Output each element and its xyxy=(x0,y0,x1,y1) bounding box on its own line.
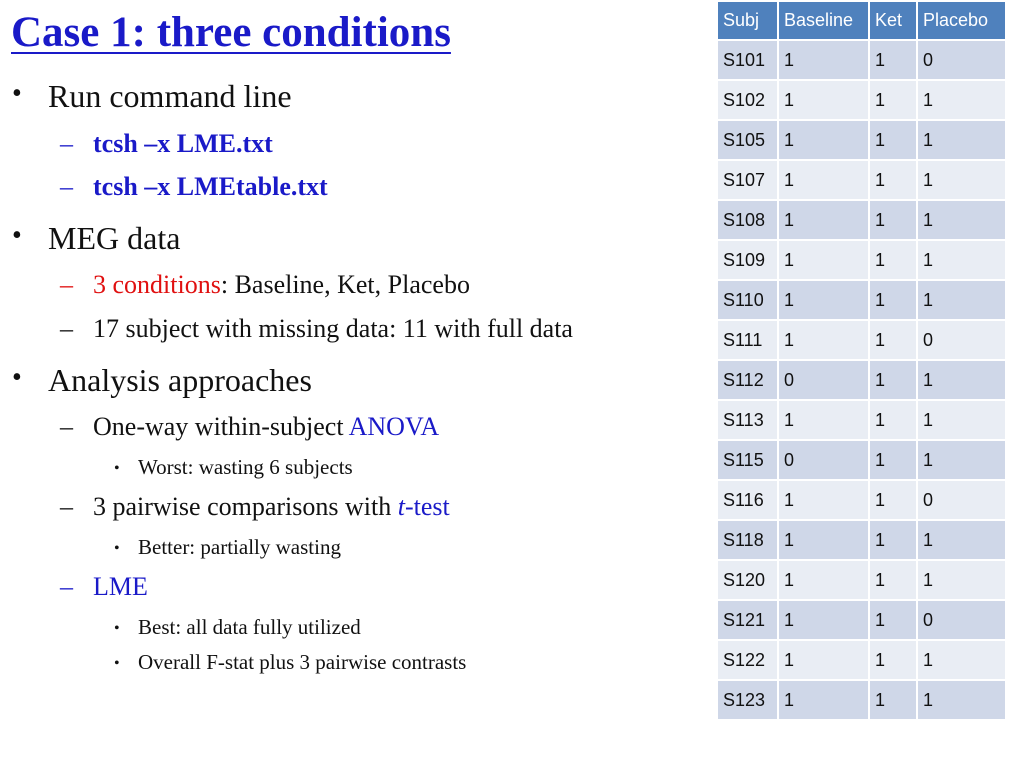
cell-baseline: 1 xyxy=(778,400,869,440)
table-row xyxy=(717,680,1006,720)
bullet-icon: • xyxy=(12,78,22,109)
cell-ket: 1 xyxy=(869,520,917,560)
cell-subj: S118 xyxy=(717,520,778,560)
ttest-text xyxy=(93,492,450,522)
header-baseline: Baseline xyxy=(778,1,869,40)
subjects-text: 17 subject with missing data: 11 with full data xyxy=(93,314,573,343)
cell-baseline: 1 xyxy=(778,320,869,360)
dash-icon: – xyxy=(60,129,73,158)
bullet-icon: • xyxy=(114,655,120,672)
ttest-prefix: 3 pairwise comparisons with xyxy=(93,492,398,521)
cell-subj: S123 xyxy=(717,680,778,720)
conditions-list: : Baseline, Ket, Placebo xyxy=(220,270,470,299)
cell-placebo: 1 xyxy=(917,200,1006,240)
cell-placebo: 1 xyxy=(917,440,1006,480)
dash-icon: – xyxy=(60,172,73,201)
cell-subj: S108 xyxy=(717,200,778,240)
cell-placebo: 0 xyxy=(917,40,1006,80)
cell-placebo: 1 xyxy=(917,520,1006,560)
dash-icon: – xyxy=(60,314,73,343)
dash-icon: – xyxy=(60,412,73,441)
conditions-highlight: 3 conditions xyxy=(93,270,221,299)
note-text: Better: partially wasting xyxy=(138,535,341,559)
cell-placebo: 1 xyxy=(917,240,1006,280)
bullet-icon: • xyxy=(114,540,120,557)
cell-ket: 1 xyxy=(869,440,917,480)
cell-placebo: 1 xyxy=(917,120,1006,160)
cell-baseline: 1 xyxy=(778,480,869,520)
table-row xyxy=(717,80,1006,120)
cell-baseline: 1 xyxy=(778,520,869,560)
table-header-row xyxy=(717,1,1006,40)
cell-subj: S112 xyxy=(717,360,778,400)
cell-baseline: 1 xyxy=(778,680,869,720)
cell-baseline: 1 xyxy=(778,280,869,320)
table-row xyxy=(717,520,1006,560)
subject-conditions-table xyxy=(716,0,1007,721)
table-row xyxy=(717,240,1006,280)
cell-placebo: 1 xyxy=(917,400,1006,440)
table-row xyxy=(717,320,1006,360)
table-row xyxy=(717,400,1006,440)
anova-highlight: ANOVA xyxy=(348,412,440,441)
cell-placebo: 0 xyxy=(917,320,1006,360)
cell-baseline: 1 xyxy=(778,600,869,640)
cell-placebo: 1 xyxy=(917,360,1006,400)
note-text: Worst: wasting 6 subjects xyxy=(138,455,353,479)
cell-ket: 1 xyxy=(869,40,917,80)
cell-baseline: 1 xyxy=(778,640,869,680)
cell-ket: 1 xyxy=(869,400,917,440)
cell-ket: 1 xyxy=(869,640,917,680)
cell-placebo: 1 xyxy=(917,560,1006,600)
bullet-icon: • xyxy=(114,460,120,477)
bullet-label: MEG data xyxy=(48,220,181,256)
cell-placebo: 1 xyxy=(917,80,1006,120)
cell-subj: S102 xyxy=(717,80,778,120)
anova-text xyxy=(93,412,439,442)
header-subj: Subj xyxy=(717,1,778,40)
cell-ket: 1 xyxy=(869,480,917,520)
ttest-suffix: -test xyxy=(404,492,450,521)
cell-subj: S121 xyxy=(717,600,778,640)
cell-ket: 1 xyxy=(869,680,917,720)
cell-baseline: 0 xyxy=(778,440,869,480)
command-text: tcsh –x LME.txt xyxy=(93,129,273,158)
cell-ket: 1 xyxy=(869,560,917,600)
ttest-italic: t xyxy=(397,492,405,521)
cell-placebo: 0 xyxy=(917,480,1006,520)
note-text: Best: all data fully utilized xyxy=(138,615,361,639)
cell-subj: S109 xyxy=(717,240,778,280)
table-row xyxy=(717,200,1006,240)
table-row xyxy=(717,480,1006,520)
header-ket: Ket xyxy=(869,1,917,40)
cell-subj: S120 xyxy=(717,560,778,600)
dash-icon: – xyxy=(60,270,73,299)
anova-prefix: One-way within-subject xyxy=(93,412,349,441)
cell-placebo: 1 xyxy=(917,640,1006,680)
bullet-label: Analysis approaches xyxy=(48,362,312,398)
cell-subj: S105 xyxy=(717,120,778,160)
cell-placebo: 1 xyxy=(917,680,1006,720)
table-row xyxy=(717,640,1006,680)
cell-ket: 1 xyxy=(869,120,917,160)
cell-placebo: 0 xyxy=(917,600,1006,640)
cell-ket: 1 xyxy=(869,320,917,360)
table-row xyxy=(717,120,1006,160)
cell-ket: 1 xyxy=(869,600,917,640)
slide-title: Case 1: three conditions xyxy=(11,9,451,56)
cell-subj: S110 xyxy=(717,280,778,320)
cell-ket: 1 xyxy=(869,240,917,280)
table-row xyxy=(717,160,1006,200)
cell-subj: S116 xyxy=(717,480,778,520)
cell-baseline: 1 xyxy=(778,120,869,160)
conditions-text xyxy=(93,270,470,300)
table-row xyxy=(717,360,1006,400)
cell-subj: S113 xyxy=(717,400,778,440)
header-placebo: Placebo xyxy=(917,1,1006,40)
cell-ket: 1 xyxy=(869,280,917,320)
cell-ket: 1 xyxy=(869,80,917,120)
cell-subj: S107 xyxy=(717,160,778,200)
cell-subj: S122 xyxy=(717,640,778,680)
lme-text: LME xyxy=(93,572,148,601)
dash-icon: – xyxy=(60,572,73,601)
cell-subj: S115 xyxy=(717,440,778,480)
table-body xyxy=(717,40,1006,720)
bullet-icon: • xyxy=(12,362,22,393)
cell-baseline: 0 xyxy=(778,360,869,400)
table-row xyxy=(717,440,1006,480)
table-row xyxy=(717,40,1006,80)
cell-baseline: 1 xyxy=(778,80,869,120)
table-row xyxy=(717,280,1006,320)
cell-placebo: 1 xyxy=(917,280,1006,320)
cell-ket: 1 xyxy=(869,160,917,200)
cell-subj: S101 xyxy=(717,40,778,80)
dash-icon: – xyxy=(60,492,73,521)
bullet-icon: • xyxy=(12,220,22,251)
cell-placebo: 1 xyxy=(917,160,1006,200)
bullet-label: Run command line xyxy=(48,78,292,114)
cell-baseline: 1 xyxy=(778,40,869,80)
table-row xyxy=(717,600,1006,640)
note-text: Overall F-stat plus 3 pairwise contrasts xyxy=(138,650,467,674)
cell-baseline: 1 xyxy=(778,160,869,200)
cell-baseline: 1 xyxy=(778,240,869,280)
cell-baseline: 1 xyxy=(778,560,869,600)
command-text: tcsh –x LMEtable.txt xyxy=(93,172,328,201)
cell-ket: 1 xyxy=(869,200,917,240)
cell-baseline: 1 xyxy=(778,200,869,240)
bullet-icon: • xyxy=(114,620,120,637)
cell-subj: S111 xyxy=(717,320,778,360)
cell-ket: 1 xyxy=(869,360,917,400)
table-row xyxy=(717,560,1006,600)
